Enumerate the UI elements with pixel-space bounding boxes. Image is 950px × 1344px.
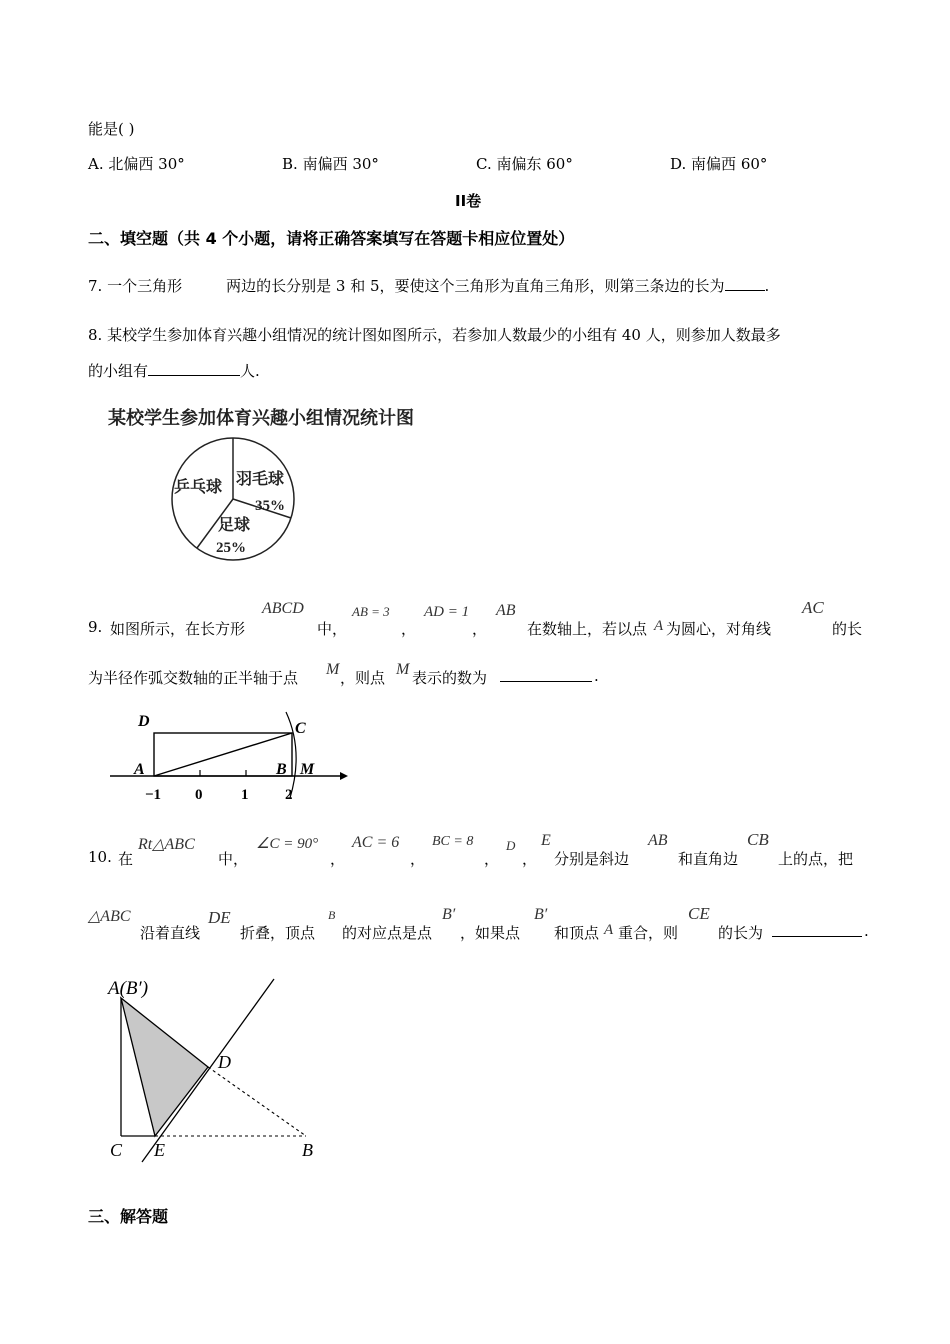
slice-pct-badminton: 35% (255, 498, 285, 514)
option-text: 南偏西 60° (691, 155, 768, 173)
math: A (654, 618, 664, 634)
q6-option-c (476, 153, 573, 174)
math: △ABC (88, 908, 131, 925)
option-text: 南偏西 30° (302, 155, 379, 173)
math: M (396, 661, 410, 678)
answer-blank (725, 276, 765, 291)
math: BC = 8 (432, 834, 474, 849)
slice-label-pingpong: 乒乓球 (174, 479, 223, 496)
math: AB (496, 602, 516, 619)
slice-label-football: 足球 (218, 517, 251, 534)
math: ∠C = 90° (256, 836, 319, 852)
tick-label: 2 (285, 787, 293, 803)
question-7: 7. 一个三角形 两边的长分别是 3 和 5，要使这个三角形为直角三角形，则第三条边的长为 . (88, 277, 770, 295)
question-8-line1: 8. 某校学生参加体育兴趣小组情况的统计图如图所示，若参加人数最少的小组有 40 人，则参加人数最多 (88, 326, 781, 344)
axis-arrow (340, 772, 348, 780)
question-8-line2: 的小组有 人. (88, 362, 260, 380)
tick-label: 1 (241, 787, 249, 803)
q6-tail: 能是( ) (88, 120, 135, 138)
slice-pct-football: 25% (216, 540, 246, 556)
math: AC = 6 (352, 834, 400, 851)
math: B′ (442, 906, 456, 923)
math: D (506, 838, 516, 853)
math: DE (208, 908, 231, 927)
math: A (604, 922, 614, 938)
number-line-figure (108, 706, 353, 806)
tick-label: −1 (145, 787, 162, 803)
question-9-line1: 9. 如图所示，在长方形 ABCD 中， AB = 3 ， AD = 1 ， AB 在数轴上，若以点 A 为圆心，对角线 AC 的长 (88, 598, 863, 638)
section2-title: 二、填空题（共 4 个小题，请将正确答案填写在答题卡相应位置处） (88, 229, 575, 248)
label-c: C (295, 720, 306, 737)
option-label: C. (476, 155, 492, 173)
diagonal-ac (154, 733, 292, 776)
label-b: B (276, 761, 287, 778)
label-m: M (300, 761, 315, 778)
label-e: E (154, 1140, 165, 1160)
math: CE (688, 904, 710, 923)
math: B (328, 908, 336, 922)
math: ABCD (262, 600, 304, 617)
question-9-line2: 为半径作弧交数轴的正半轴于点 M ，则点 M 表示的数为 . (88, 661, 599, 687)
label-a-bprime: A(B′) (108, 978, 149, 999)
label-b: B (302, 1140, 313, 1160)
q6-option-d (670, 153, 767, 174)
math: AB = 3 (352, 604, 390, 619)
answer-blank (148, 361, 240, 376)
question-10-line1: 10. 在 Rt△ABC 中， ∠C = 90° ， AC = 6 ， BC = 8 ， D ， E 分别是斜边 AB 和直角边 CB 上的点，把 (88, 830, 854, 868)
math: E (541, 832, 551, 849)
triangle-fold-figure (100, 970, 340, 1165)
math: AC (802, 598, 824, 617)
question-number: 7. (88, 277, 103, 295)
question-10-line2: △ABC 沿着直线 DE 折叠，顶点 B 的对应点是点 B′ ，如果点 B′ 和顶点 A 重合，则 CE 的长为 . (88, 904, 869, 942)
pie-chart (160, 432, 310, 567)
math: Rt△ABC (138, 836, 195, 853)
pie-title: 某校学生参加体育兴趣小组情况统计图 (108, 408, 414, 429)
option-text: 南偏东 60° (496, 155, 573, 173)
math: AB (648, 832, 668, 849)
math: CB (747, 830, 769, 849)
part2-title: II卷 (455, 192, 482, 210)
answer-blank (500, 667, 592, 682)
label-c: C (110, 1140, 123, 1160)
question-number: 9. (88, 618, 103, 636)
math: AD = 1 (424, 604, 470, 620)
question-number: 10. (88, 848, 112, 866)
label-a: A (134, 761, 145, 778)
q6-option-a (88, 153, 185, 174)
label-d: D (138, 713, 150, 730)
question-number: 8. (88, 326, 103, 344)
math: M (326, 661, 340, 678)
label-d: D (218, 1052, 231, 1072)
segment-db-dashed (208, 1067, 306, 1136)
q6-option-b (282, 153, 379, 174)
answer-blank (772, 922, 862, 937)
section3-title: 三、解答题 (88, 1207, 169, 1226)
option-label: D. (670, 155, 687, 173)
tick-label: 0 (195, 787, 203, 803)
slice-label-badminton: 羽毛球 (236, 471, 285, 488)
option-label: B. (282, 155, 298, 173)
option-label: A. (88, 155, 104, 173)
math: B′ (534, 906, 548, 923)
option-text: 北偏西 30° (108, 155, 185, 173)
folded-triangle-ade (121, 998, 208, 1136)
